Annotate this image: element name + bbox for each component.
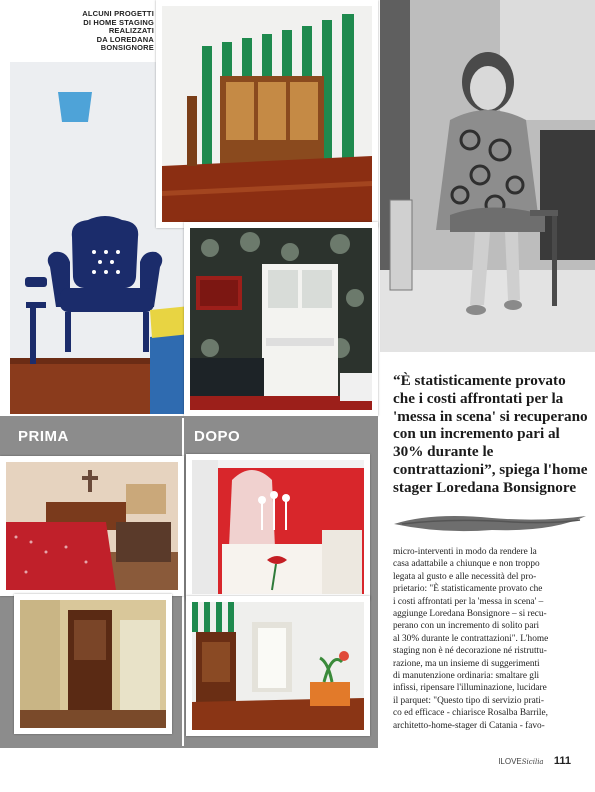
portrait-illustration	[380, 0, 595, 352]
photo-before-hallway	[14, 594, 172, 734]
floral-room-illustration	[190, 228, 372, 410]
photo-portrait-loredana	[380, 0, 595, 352]
caption-line: REALIZZATI	[108, 26, 154, 35]
caption-line: BONSIGNORE	[100, 43, 154, 52]
after-hallway-illustration	[192, 602, 364, 730]
page-footer	[498, 755, 571, 767]
before-hallway-illustration	[20, 600, 166, 728]
photo-before-bedroom	[0, 456, 184, 596]
striped-room-illustration	[162, 6, 372, 222]
photo-after-bedroom	[186, 454, 370, 600]
magazine-name: ILOVE	[498, 757, 522, 766]
magazine-script: Sicilia	[521, 758, 544, 766]
after-bedroom-illustration	[192, 460, 364, 594]
label-before: PRIMA	[18, 428, 69, 445]
photo-caption	[72, 10, 154, 53]
photo-green-striped-wall	[156, 0, 378, 228]
photo-floral-wallpaper-room	[184, 222, 378, 416]
pull-quote: “È statisticamente provato che i costi affrontati per la 'messa in scena' si recuperano con un incremento pari al 30% durante le contrattazioni”, spiega l'home stager Loredana Bonsignore	[393, 372, 588, 496]
caption-line: DA LOREDANA	[96, 34, 154, 44]
body-text: micro-interventi in modo da rendere la casa adattabile a chiunque e non troppo legata al gusto e alle necessità del pro- prietario: "È statisticamente provato che i costi affrontati per la 'messa in scena' – aggiunge Loredana Bonsignore – si recu- perano con un incremento di solito pari al 30% durante le contrattazioni". L'home staging non è né decorazione né ristruttu- razione, ma un insieme di suggerimenti di manutenzione ordinaria: smaltare gli infissi, ripensare l'illuminazione, lucidare il parquet: "Questo tipo di servizio prati- co ed efficace - chiarisce Rosalba Barrile, architetto-home-stager di Catania - favo-	[393, 547, 549, 731]
label-after: DOPO	[194, 428, 241, 445]
caption-line: DI HOME STAGING	[83, 17, 154, 27]
caption-line: ALCUNI PROGETTI	[82, 9, 154, 18]
page-number: 111	[553, 755, 571, 767]
brush-stroke-divider	[392, 510, 588, 536]
before-bedroom-illustration	[6, 462, 178, 590]
photo-after-hallway	[186, 596, 370, 736]
